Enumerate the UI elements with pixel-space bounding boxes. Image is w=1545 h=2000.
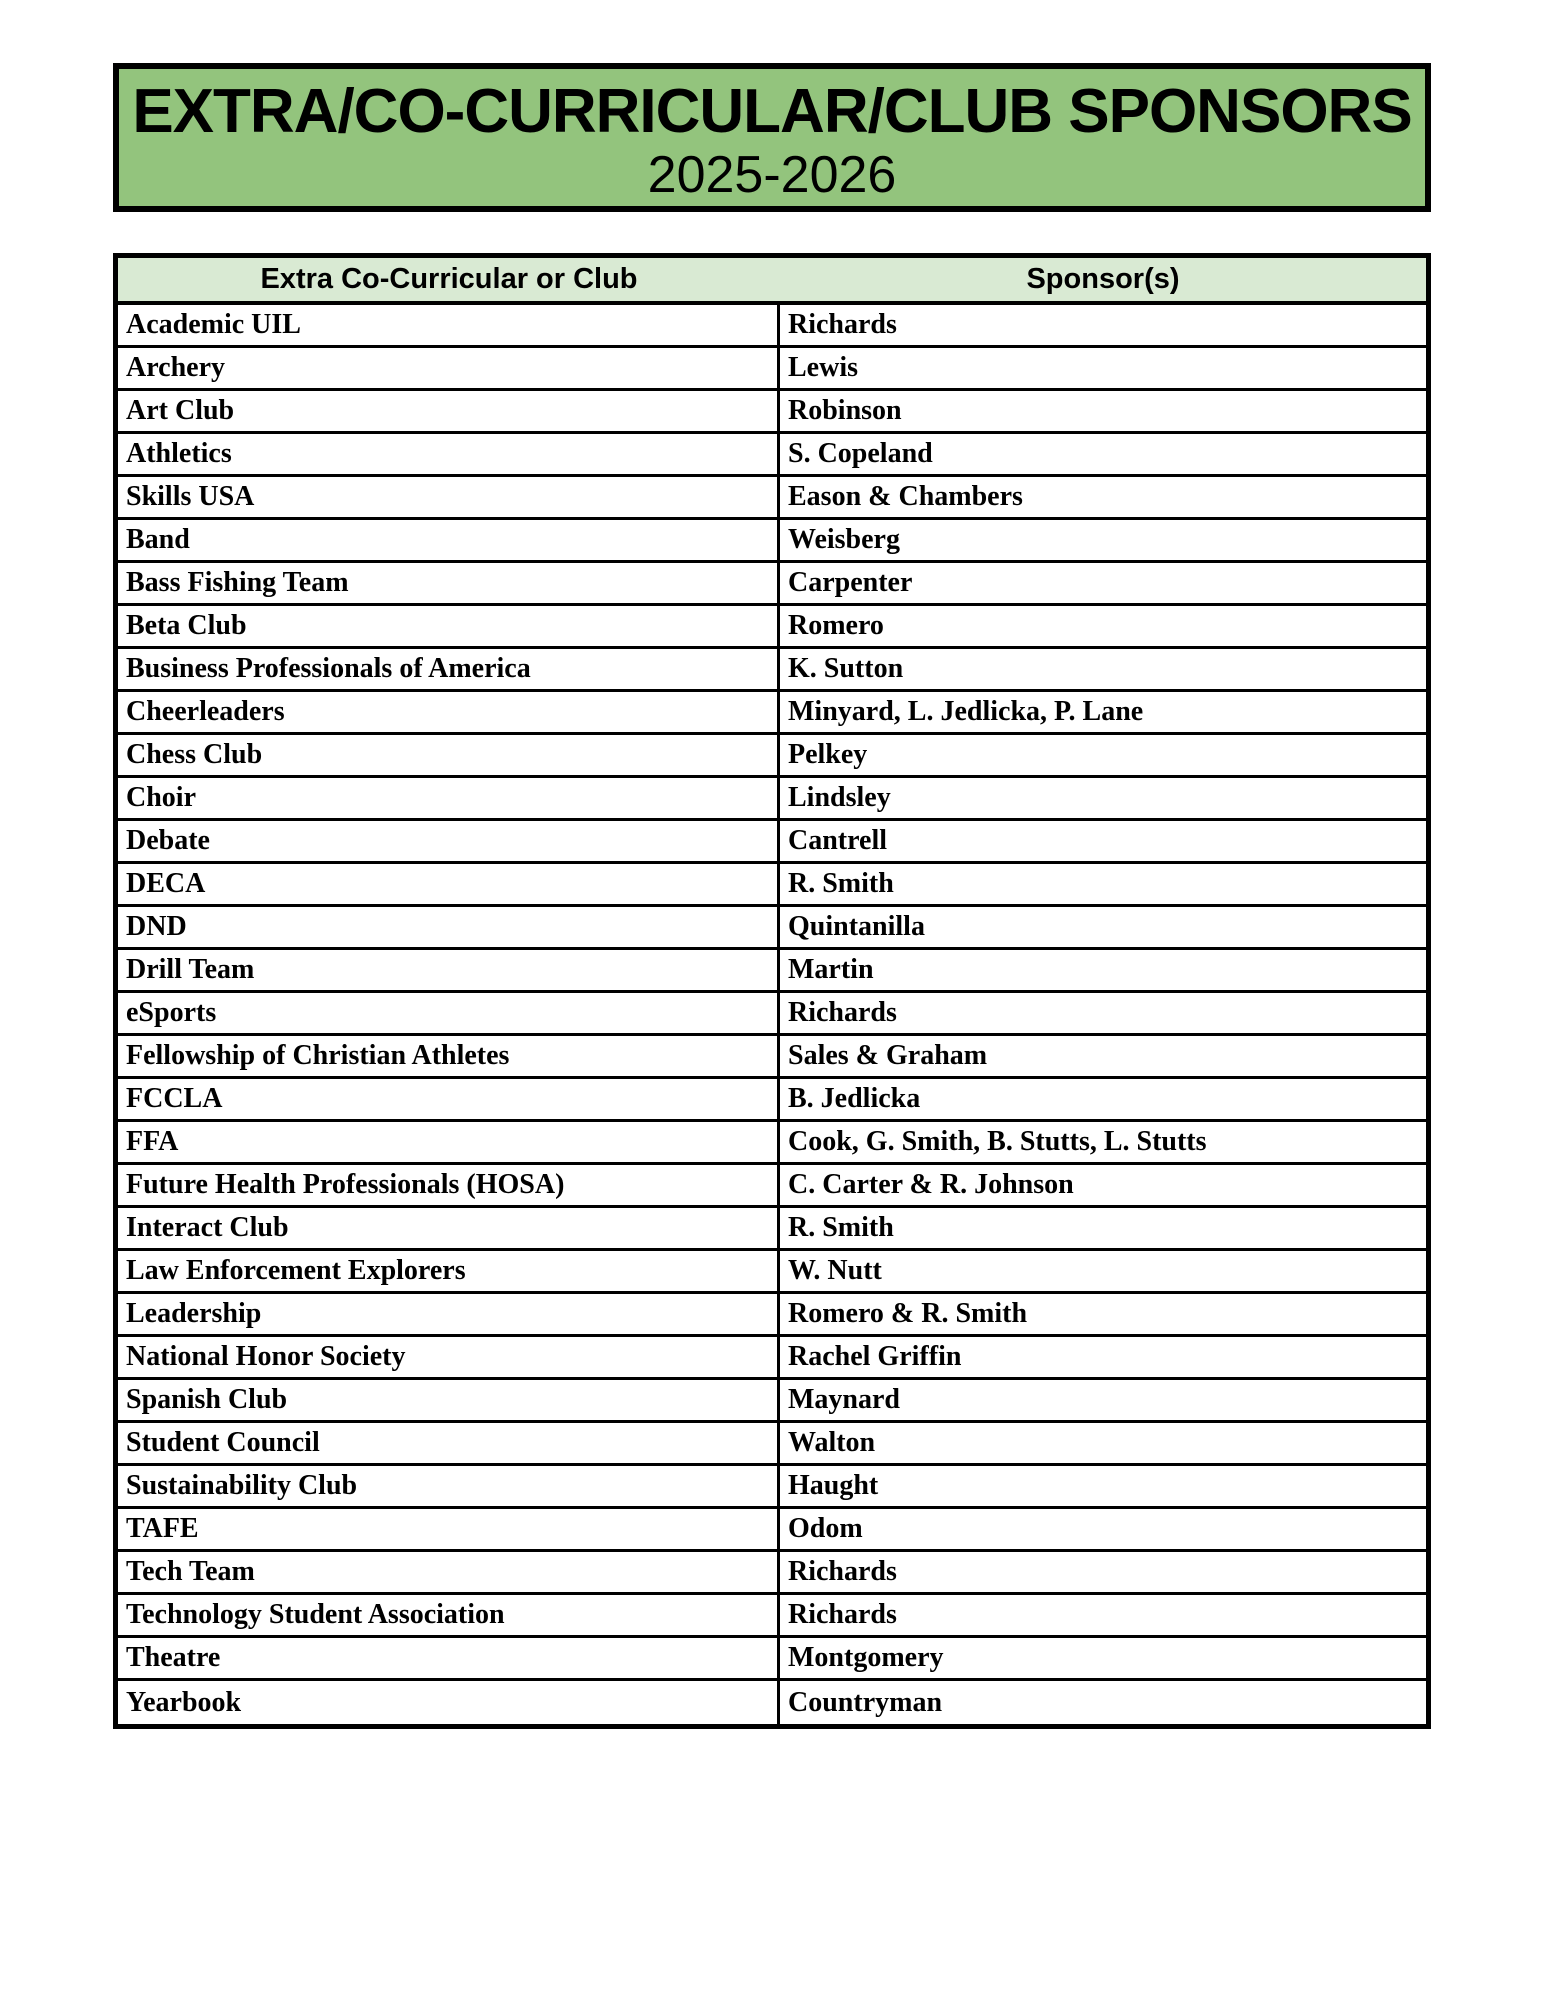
table-row — [118, 778, 1426, 821]
sponsor-cell: W. Nutt — [788, 1255, 882, 1286]
club-cell: Leadership — [118, 1294, 780, 1334]
table-header-row — [118, 258, 1426, 305]
club-cell: Chess Club — [118, 735, 780, 775]
table-row — [118, 1294, 1426, 1337]
sponsor-cell: Richards — [788, 1556, 897, 1587]
title-banner — [113, 63, 1431, 212]
table-body — [118, 305, 1426, 1724]
table-row — [118, 907, 1426, 950]
sponsor-cell: Cantrell — [788, 825, 888, 856]
table-row — [118, 1509, 1426, 1552]
club-cell: Business Professionals of America — [118, 649, 780, 689]
club-cell: Choir — [118, 778, 780, 818]
sponsor-cell: R. Smith — [788, 1212, 894, 1243]
sponsor-cell: Odom — [788, 1513, 863, 1544]
sponsor-cell: Martin — [788, 954, 874, 985]
table-row — [118, 1595, 1426, 1638]
club-cell: Interact Club — [118, 1208, 780, 1248]
table-row — [118, 1251, 1426, 1294]
sponsor-cell: Romero & R. Smith — [788, 1298, 1028, 1329]
table-row — [118, 1638, 1426, 1681]
club-cell: Debate — [118, 821, 780, 861]
club-cell: Drill Team — [118, 950, 780, 990]
club-cell: National Honor Society — [118, 1337, 780, 1377]
table-row — [118, 606, 1426, 649]
sponsor-cell: Romero — [788, 610, 884, 641]
table-row — [118, 649, 1426, 692]
club-cell: Cheerleaders — [118, 692, 780, 732]
table-row — [118, 434, 1426, 477]
sponsor-cell: Montgomery — [788, 1642, 944, 1673]
table-row — [118, 1552, 1426, 1595]
club-cell: Skills USA — [118, 477, 780, 517]
column-header-club: Extra Co-Curricular or Club — [260, 263, 638, 295]
sponsor-cell: Walton — [788, 1427, 876, 1458]
club-cell: Technology Student Association — [118, 1595, 780, 1635]
club-cell: Bass Fishing Team — [118, 563, 780, 603]
club-cell: TAFE — [118, 1509, 780, 1549]
table-row — [118, 864, 1426, 907]
column-header-sponsor: Sponsor(s) — [1026, 263, 1180, 295]
table-row — [118, 1423, 1426, 1466]
table-row — [118, 1079, 1426, 1122]
table-row — [118, 520, 1426, 563]
sponsor-cell: Minyard, L. Jedlicka, P. Lane — [788, 696, 1144, 727]
club-cell: Band — [118, 520, 780, 560]
club-cell: Art Club — [118, 391, 780, 431]
sponsor-cell: Lindsley — [788, 782, 891, 813]
table-row — [118, 993, 1426, 1036]
club-cell: Student Council — [118, 1423, 780, 1463]
sponsor-cell: Maynard — [788, 1384, 900, 1415]
club-cell: Athletics — [118, 434, 780, 474]
club-cell: DND — [118, 907, 780, 947]
table-row — [118, 1681, 1426, 1724]
table-row — [118, 1466, 1426, 1509]
club-cell: Academic UIL — [118, 305, 780, 345]
club-cell: Sustainability Club — [118, 1466, 780, 1506]
sponsor-cell: Weisberg — [788, 524, 900, 555]
table-row — [118, 348, 1426, 391]
sponsor-cell: Carpenter — [788, 567, 913, 598]
sponsor-cell: K. Sutton — [788, 653, 904, 684]
table-row — [118, 1165, 1426, 1208]
sponsor-cell: Pelkey — [788, 739, 868, 770]
table-row — [118, 1380, 1426, 1423]
table-row — [118, 1337, 1426, 1380]
table-row — [118, 950, 1426, 993]
table-row — [118, 692, 1426, 735]
sponsor-cell: C. Carter & R. Johnson — [788, 1169, 1074, 1200]
sponsor-cell: Richards — [788, 309, 897, 340]
sponsor-cell: Countryman — [788, 1686, 943, 1718]
table-row — [118, 391, 1426, 434]
club-cell: Archery — [118, 348, 780, 388]
table-row — [118, 1122, 1426, 1165]
table-row — [118, 821, 1426, 864]
table-row — [118, 477, 1426, 520]
club-cell: Theatre — [118, 1638, 780, 1678]
sponsor-cell: Haught — [788, 1470, 879, 1501]
sponsor-cell: Richards — [788, 997, 897, 1028]
sponsor-cell: B. Jedlicka — [788, 1083, 921, 1114]
club-cell: Beta Club — [118, 606, 780, 646]
sponsor-cell: Sales & Graham — [788, 1040, 988, 1071]
sponsor-cell: Eason & Chambers — [788, 481, 1023, 512]
table-row — [118, 563, 1426, 606]
sponsor-cell: Rachel Griffin — [788, 1341, 962, 1372]
sponsor-cell: Quintanilla — [788, 911, 925, 942]
table-row — [118, 1208, 1426, 1251]
club-cell: Law Enforcement Explorers — [118, 1251, 780, 1291]
page-subtitle: 2025-2026 — [647, 146, 897, 204]
page-title: EXTRA/CO-CURRICULAR/CLUB SPONSORS — [132, 77, 1412, 146]
table-row — [118, 735, 1426, 778]
sponsor-cell: S. Copeland — [788, 438, 933, 469]
club-cell: DECA — [118, 864, 780, 904]
club-cell: Spanish Club — [118, 1380, 780, 1420]
club-cell: Yearbook — [118, 1681, 780, 1724]
sponsor-cell: Robinson — [788, 395, 902, 426]
sponsor-cell: R. Smith — [788, 868, 894, 899]
sponsor-cell: Richards — [788, 1599, 897, 1630]
table-row — [118, 305, 1426, 348]
club-cell: FFA — [118, 1122, 780, 1162]
table-row — [118, 1036, 1426, 1079]
club-cell: Tech Team — [118, 1552, 780, 1592]
club-cell: Fellowship of Christian Athletes — [118, 1036, 780, 1076]
club-cell: Future Health Professionals (HOSA) — [118, 1165, 780, 1205]
sponsor-cell: Cook, G. Smith, B. Stutts, L. Stutts — [788, 1126, 1207, 1157]
sponsor-cell: Lewis — [788, 352, 858, 383]
club-cell: FCCLA — [118, 1079, 780, 1119]
sponsors-table — [113, 253, 1431, 1729]
club-cell: eSports — [118, 993, 780, 1033]
